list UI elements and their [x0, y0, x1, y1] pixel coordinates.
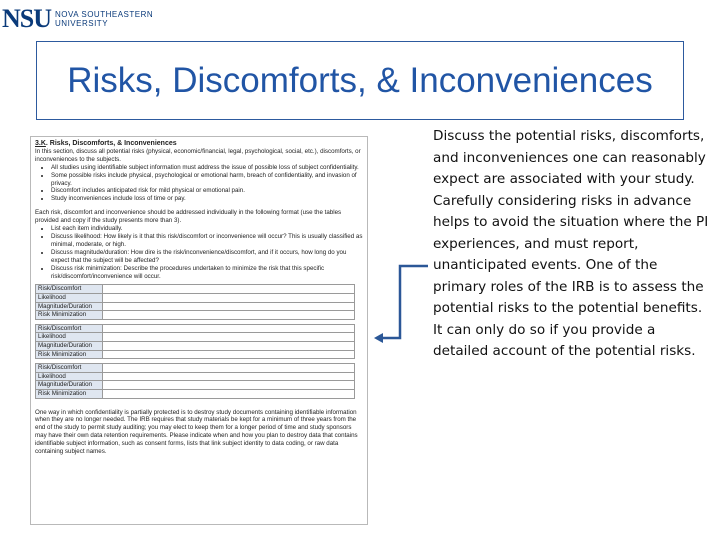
table-cell[interactable]	[103, 350, 355, 359]
table-cell[interactable]	[103, 341, 355, 350]
body-paragraph: Discuss the potential risks, discomforts, and inconveniences one can reasonably expect are associated with your study. Carefully considering risks in advance helps to avoid the situation where the PI experiences, and must report, unanticipated events. One of the primary roles of the IRB is to assess the potential risks to the potential benefits. It can only do so if you provide a detailed account of the potential risks.	[433, 128, 709, 359]
table-cell[interactable]	[103, 311, 355, 320]
logo-mark: NSU	[2, 4, 52, 33]
table-cell[interactable]	[103, 294, 355, 303]
form-bullet: • All studies using identifiable subject information must address the issue of possible loss of subject confidentiality.	[51, 164, 363, 172]
logo-wordmark	[55, 10, 153, 28]
form-sub-bullet: • Discuss magnitude/duration: How dire is the risk/inconvenience/discomfort, and if it occurs, how long do you expect that the subject will be affected?	[51, 249, 363, 265]
table-cell[interactable]	[103, 364, 355, 373]
table-row-label: Likelihood	[36, 333, 103, 342]
slide-title: Risks, Discomforts, & Inconveniences	[67, 60, 653, 100]
logo-line-1: NOVA SOUTHEASTERN	[55, 10, 154, 19]
table-row-label: Risk/Discomfort	[36, 364, 103, 373]
form-closing-paragraph: One way in which confidentiality is partially protected is to destroy study documents containing identifiable information when they are no longer needed. The IRB requires that study materials be kept for a minimum of three years from the end of the study to permit study auditing; you may elect to keep them for a longer period of time and study sponsors may have their own data retention requirements. Please indicate when and how you plan to destroy data that contains identifiable subject information, such as consent forms, lists that link subject identity to data coding, or raw data containing subject names.	[35, 408, 358, 456]
table-row-label: Likelihood	[36, 294, 103, 303]
nsu-logo	[0, 6, 153, 32]
risk-table-1	[35, 284, 355, 319]
table-cell[interactable]	[103, 381, 355, 390]
form-bullet: • Study inconveniences include loss of time or pay.	[51, 195, 363, 203]
form-section-title: Risks, Discomforts, & Inconveniences	[49, 140, 177, 147]
table-row-label: Magnitude/Duration	[36, 341, 103, 350]
form-sub-bullet: • Discuss risk minimization: Describe the procedures undertaken to minimize the risk that this specific risk/discomfort/inconvenience will occur.	[51, 265, 363, 281]
table-row-label: Risk/Discomfort	[36, 285, 103, 294]
form-instruction: Each risk, discomfort and inconvenience should be addressed individually in the following format (use the tables provided and copy if the study presents more than 3).	[35, 209, 342, 225]
table-row-label: Risk Minimization	[36, 389, 103, 398]
table-row-label: Magnitude/Duration	[36, 381, 103, 390]
table-cell[interactable]	[103, 372, 355, 381]
logo-line-2: UNIVERSITY	[55, 19, 109, 28]
table-row-label: Likelihood	[36, 372, 103, 381]
form-bullet: • Discomfort includes anticipated risk for mild physical or emotional pain.	[51, 187, 363, 195]
risk-table-3	[35, 363, 355, 398]
form-intro: In this section, discuss all potential risks (physical, economic/financial, legal, psychological, social, etc.), discomforts, or inconveniences to the subjects.	[35, 147, 361, 163]
form-excerpt	[30, 136, 368, 525]
table-cell[interactable]	[103, 285, 355, 294]
form-section-number: 3.K	[35, 140, 46, 147]
risk-table-2	[35, 324, 355, 359]
form-sub-bullet: • Discuss likelihood: How likely is it that this risk/discomfort or inconvenience will occur? This is usually classified as minimal, moderate, or high.	[51, 233, 363, 249]
form-section-heading: 3.K. Risks, Discomforts, & Inconveniences	[35, 140, 177, 147]
arrow-connector-icon	[372, 262, 432, 344]
table-cell[interactable]	[103, 302, 355, 311]
form-bullet-list	[35, 164, 363, 204]
form-bullet: • Some possible risks include physical, psychological or emotional harm, breach of confidentiality, and invasion of privacy.	[51, 172, 363, 188]
table-row-label: Risk Minimization	[36, 350, 103, 359]
table-row-label: Magnitude/Duration	[36, 302, 103, 311]
title-box	[36, 41, 684, 120]
form-sub-bullet: • List each item individually.	[51, 225, 363, 233]
table-row-label: Risk/Discomfort	[36, 324, 103, 333]
table-cell[interactable]	[103, 333, 355, 342]
table-cell[interactable]	[103, 324, 355, 333]
form-sub-bullet-list	[35, 225, 363, 280]
table-row-label: Risk Minimization	[36, 311, 103, 320]
table-cell[interactable]	[103, 389, 355, 398]
